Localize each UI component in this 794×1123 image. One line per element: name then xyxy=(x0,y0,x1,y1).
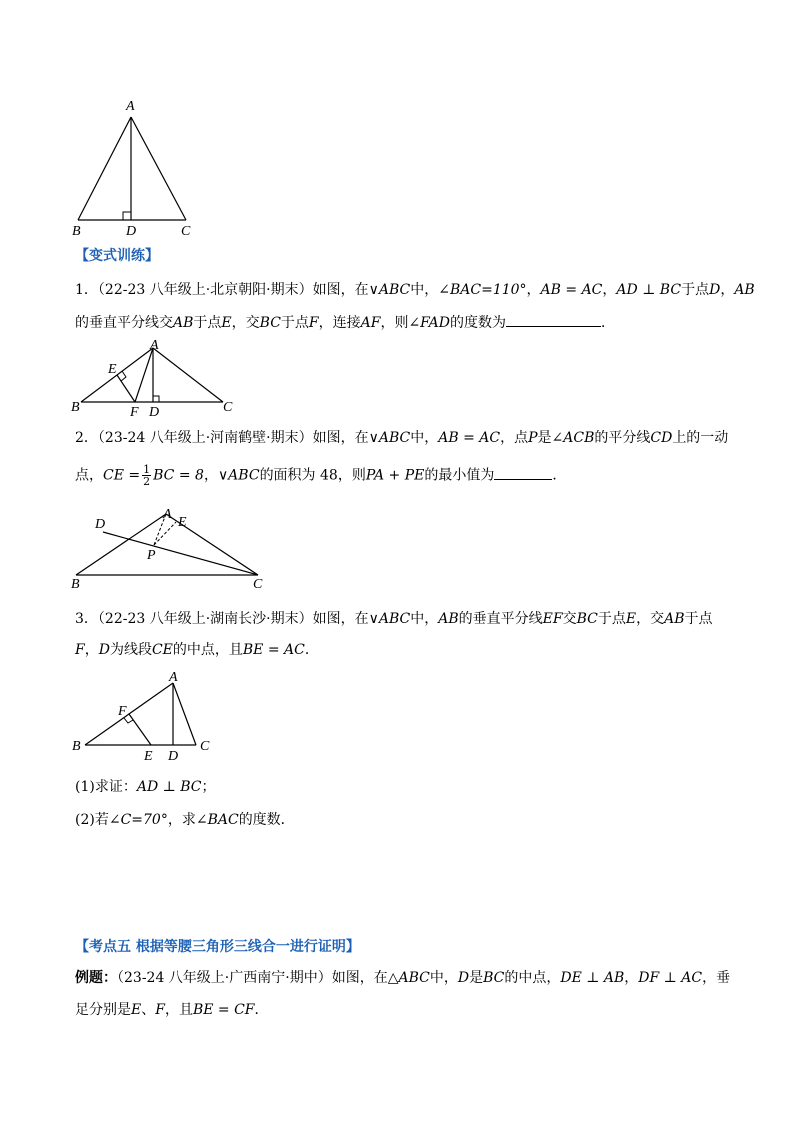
figure-problem-3 xyxy=(68,665,228,770)
label-C: C xyxy=(253,577,263,592)
label-A: A xyxy=(126,99,135,114)
example-line-2: 足分别是E、F，且BE = CF． xyxy=(75,1002,269,1018)
problem-3-line-1: 3．（22-23 八年级上·湖南长沙·期末）如图，在∨ABC中，AB的垂直平分线EF交BC于点E，交AB于点 xyxy=(75,611,713,627)
section-title-practice: 【变式训练】 xyxy=(75,248,159,264)
fraction-one-half: $\frac{1}{2}$ xyxy=(143,463,151,488)
label-F: F xyxy=(118,704,127,719)
figure-triangle-altitude xyxy=(68,95,198,240)
question-1: (1)求证：AD ⊥ BC； xyxy=(75,779,216,795)
label-F: F xyxy=(130,405,139,420)
label-A: A xyxy=(163,507,172,522)
question-2: (2)若∠C=70°，求∠BAC的度数． xyxy=(75,812,295,828)
answer-blank-1[interactable] xyxy=(506,312,601,327)
label-E: E xyxy=(108,362,117,377)
problem-2-line-2: 点，CE = $\frac{1}{2}$ BC = 8，∨ABC的面积为 48，则PA + PE的最小值为 ． xyxy=(75,463,567,488)
problem-3-line-2: F，D为线段CE的中点，且BE = AC． xyxy=(75,642,319,658)
figure-problem-1 xyxy=(68,336,248,420)
label-B: B xyxy=(72,739,81,754)
label-B: B xyxy=(71,577,80,592)
label-B: B xyxy=(71,400,80,415)
label-D: D xyxy=(168,749,179,764)
section-title-topic-5: 【考点五 根据等腰三角形三线合一进行证明】 xyxy=(75,939,360,955)
label-D: D xyxy=(149,405,160,420)
label-C: C xyxy=(223,400,233,415)
label-D: D xyxy=(126,224,137,239)
label-B: B xyxy=(72,224,81,239)
label-D: D xyxy=(95,517,106,532)
label-C: C xyxy=(200,739,210,754)
figure-problem-2 xyxy=(68,502,278,594)
problem-2-line-1: 2．（23-24 八年级上·河南鹤壁·期末）如图，在∨ABC中，AB = AC，点P是∠ACB的平分线CD上的一动 xyxy=(75,430,729,446)
label-A: A xyxy=(150,338,159,353)
problem-1-line-1: 1．（22-23 八年级上·北京朝阳·期末）如图，在∨ABC中，∠BAC=110°，AB = AC，AD ⊥ BC于点D，AB xyxy=(75,282,755,298)
example-line-1: 例题：（23-24 八年级上·广西南宁·期中）如图，在△ABC中，D是BC的中点，DE ⊥ AB，DF ⊥ AC，垂 xyxy=(75,970,731,986)
answer-blank-2[interactable] xyxy=(494,465,552,480)
label-C: C xyxy=(181,224,191,239)
label-E: E xyxy=(178,515,187,530)
label-A: A xyxy=(169,670,178,685)
problem-1-line-2: 的垂直平分线交AB于点E，交BC于点F，连接AF，则∠FAD的度数为 ． xyxy=(75,312,615,333)
label-P: P xyxy=(147,548,156,563)
label-E: E xyxy=(144,749,153,764)
